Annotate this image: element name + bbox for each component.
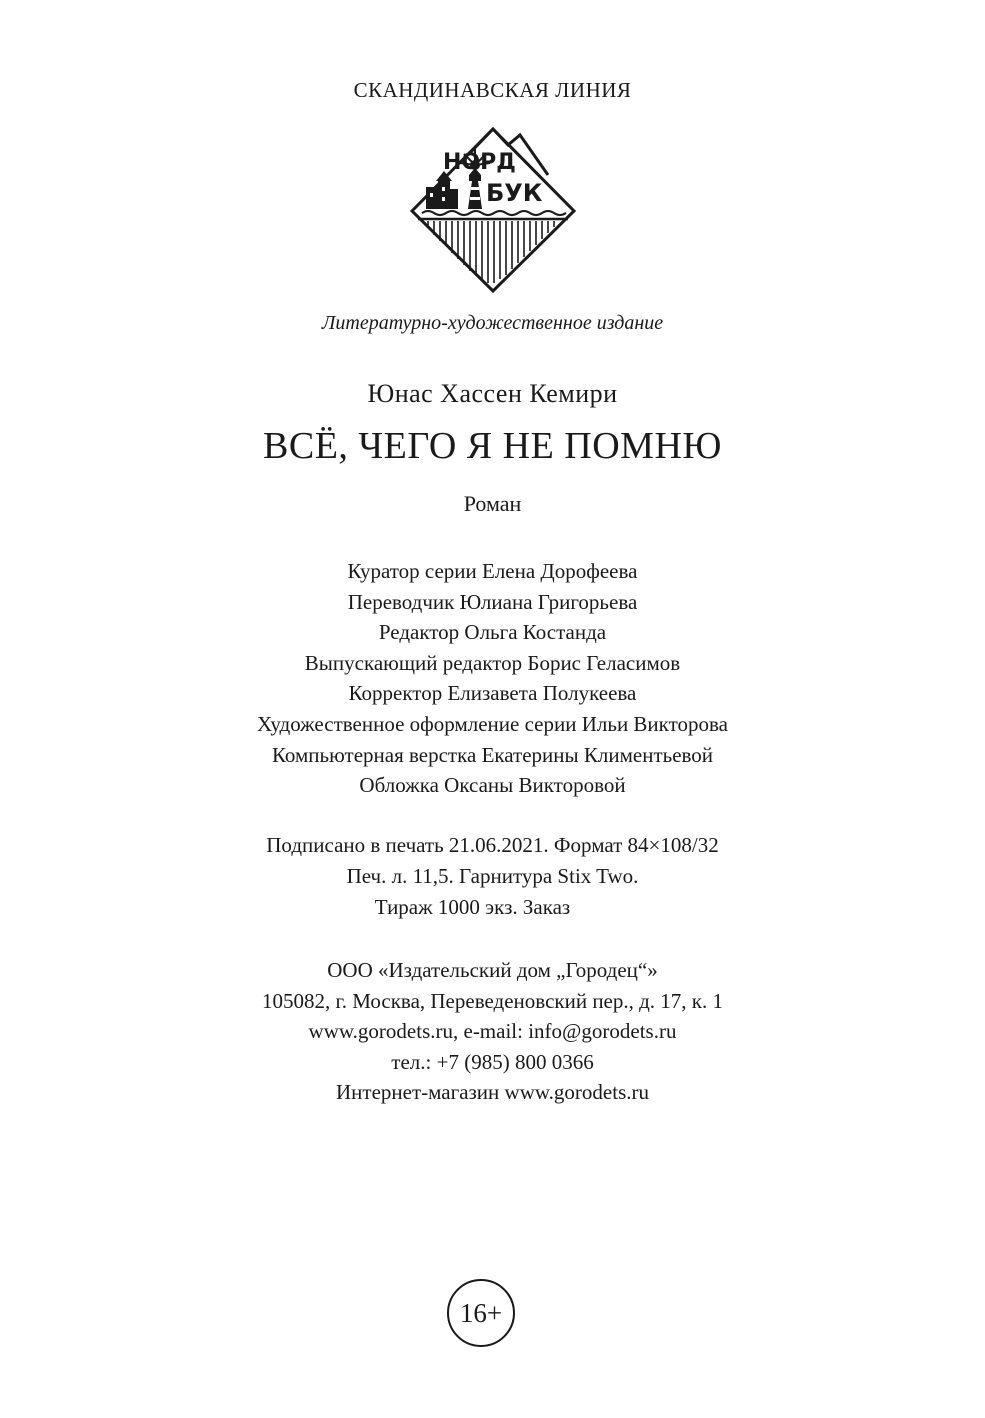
publisher-line: тел.: +7 (985) 800 0366 <box>391 1049 594 1074</box>
logo-text-bottom: БУК <box>486 179 543 207</box>
credit-line: Выпускающий редактор Борис Геласимов <box>304 650 681 675</box>
age-rating-badge <box>447 1279 515 1347</box>
print-info-line: Печ. л. 11,5. Гарнитура Stix Two. <box>346 864 639 888</box>
credit-line: Обложка Оксаны Викторовой <box>359 773 626 798</box>
credit-line: Редактор Ольга Костанда <box>378 620 607 645</box>
author-name: Юнас Хассен Кемири <box>367 379 618 408</box>
publisher-line: ООО «Издательский дом „Городец“» <box>327 958 658 982</box>
book-title: ВСЁ, ЧЕГО Я НЕ ПОМНЮ <box>263 425 722 467</box>
credit-line: Переводчик Юлиана Григорьева <box>347 589 638 614</box>
credit-line: Куратор серии Елена Дорофеева <box>347 559 638 583</box>
credit-line: Компьютерная верстка Екатерины Климентьевой <box>271 742 714 767</box>
print-info-line: Тираж 1000 экз. Заказ <box>374 895 571 919</box>
print-info-line: Подписано в печать 21.06.2021. Формат 84×108/32 <box>266 833 719 857</box>
publisher-line: www.gorodets.ru, e-mail: info@gorodets.ru <box>308 1019 677 1044</box>
credit-line: Художественное оформление серии Ильи Викторова <box>257 711 728 736</box>
logo-text-top: НОРД <box>443 150 516 175</box>
credit-line: Корректор Елизавета Полукеева <box>348 681 637 706</box>
publisher-line: 105082, г. Москва, Переведеновский пер., д. 17, к. 1 <box>261 988 724 1013</box>
credits-list <box>0 556 985 801</box>
series-name: СКАНДИНАВСКАЯ ЛИНИЯ <box>353 78 632 102</box>
edition-type: Литературно-художественное издание <box>321 312 664 334</box>
print-info <box>0 830 985 923</box>
publisher-info <box>0 955 985 1108</box>
publisher-line: Интернет-магазин www.gorodets.ru <box>335 1080 649 1105</box>
age-rating-text: 16+ <box>459 1297 503 1328</box>
nordbuk-logo <box>408 125 578 295</box>
genre-label: Роман <box>463 491 522 516</box>
